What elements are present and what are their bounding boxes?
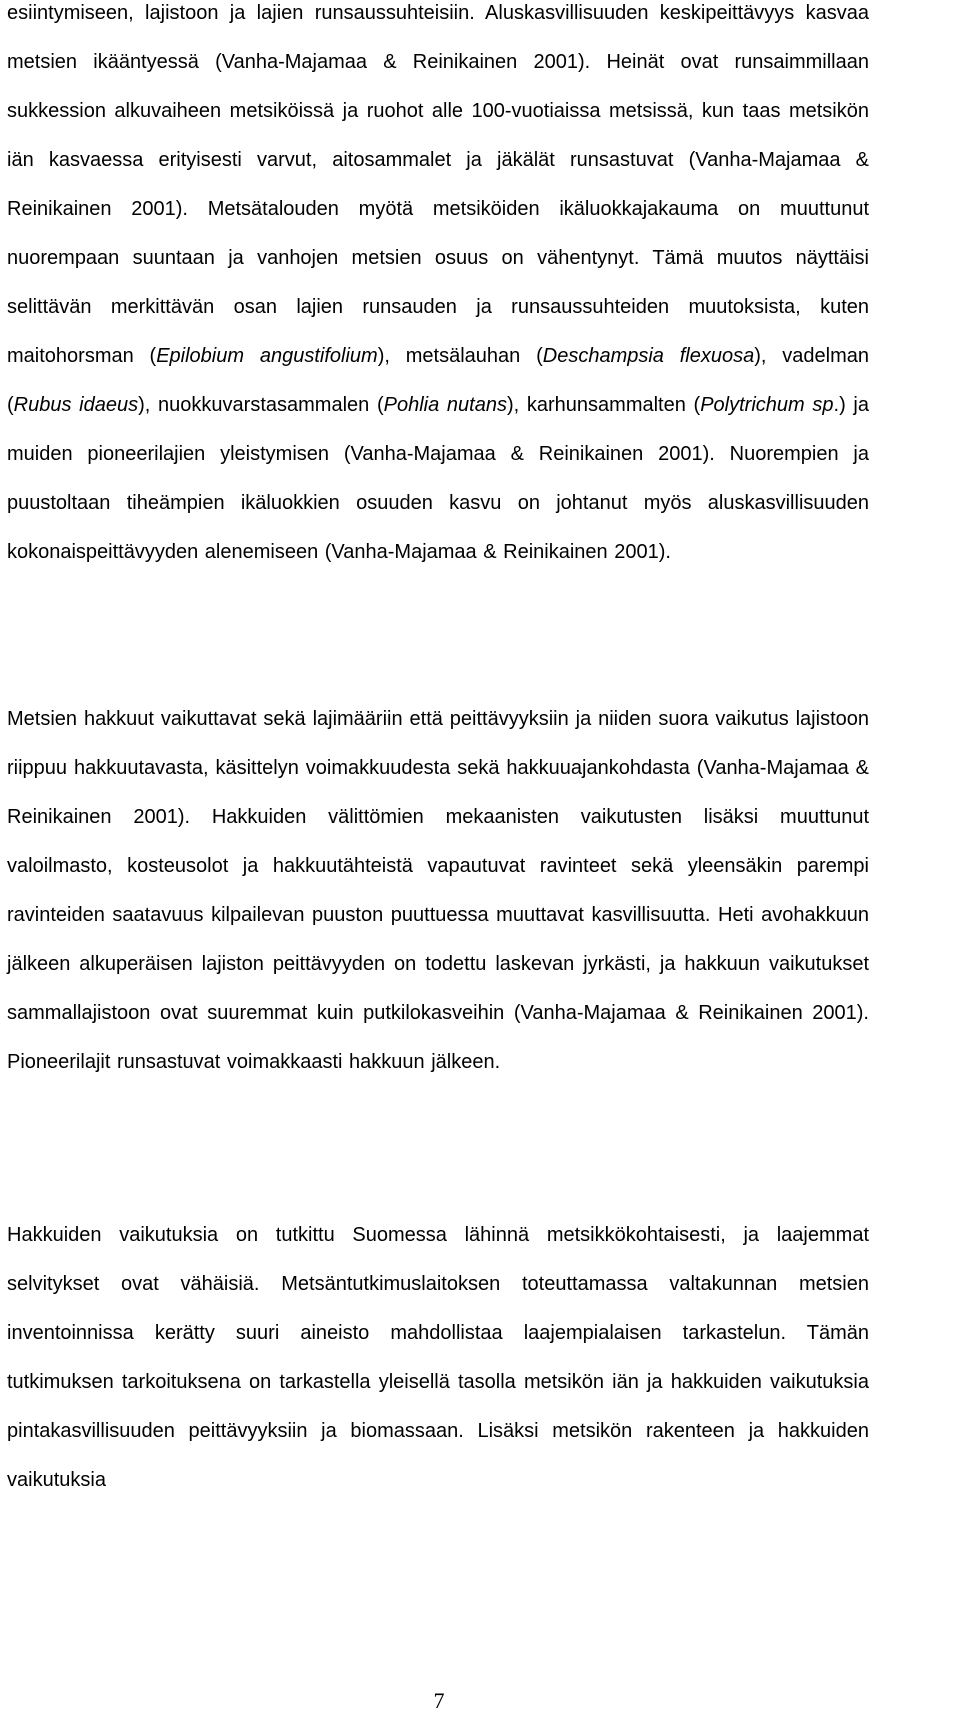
paragraph-1-text: ), nuokkuvarstasammalen (: [138, 394, 384, 416]
paragraph-1-text: ), metsälauhan (: [377, 345, 543, 367]
paragraph-1-text: ), karhunsammalten (: [506, 394, 701, 416]
species-deschampsia-flexuosa: Deschampsia flexuosa: [542, 345, 755, 367]
paragraph-2-text: Metsien hakkuut vaikuttavat sekä lajimääriin että peittävyyksiin ja niiden suora vaikutus lajistoon riippuu hakkuutavasta, käsittelyn voimakkuudesta sekä hakkuuajankohdasta (Vanha-Majamaa & Reinikainen 2001). Hakkuiden välittömien mekaanisten vaikutusten lisäksi muuttunut valoilmasto, kosteusolot ja hakkuutähteistä vapautuvat ravinteet sekä yleensäkin parempi ravinteiden saatavuus kilpailevan puuston puuttuessa muuttavat kasvillisuutta. Heti avohakkuun jälkeen alkuperäisen lajiston peittävyyden on todettu laskevan jyrkästi, ja hakkuun vaikutukset sammallajistoon ovat suuremmat kuin putkilokasveihin (Vanha-Majamaa & Reinikainen 2001). Pioneerilajit runsastuvat voimakkaasti hakkuun jälkeen.: [7, 708, 869, 1073]
paragraph-1: [7, 0, 869, 577]
paragraph-1-text: .) ja muiden pioneerilajien yleistymisen (Vanha-Majamaa & Reinikainen 2001). Nuorempien ja puustoltaan tiheämpien ikäluokkien osuuden kasvu on johtanut myös aluskasvillisuuden kokonaispeittävyyden alenemiseen (Vanha-Majamaa & Reinikainen 2001).: [7, 394, 869, 563]
species-epilobium-angustifolium: Epilobium angustifolium: [156, 345, 378, 367]
paragraph-3: [7, 1211, 869, 1505]
species-rubus-idaeus: Rubus idaeus: [13, 394, 139, 416]
species-pohlia-nutans: Pohlia nutans: [383, 394, 507, 416]
page-number: 7: [433, 1688, 445, 1713]
paragraph-1-text: ), vadelman (: [7, 345, 869, 416]
species-polytrichum-sp: Polytrichum sp: [700, 394, 834, 416]
paragraph-3-text: Hakkuiden vaikutuksia on tutkittu Suomessa lähinnä metsikkökohtaisesti, ja laajemmat selvitykset ovat vähäisiä. Metsäntutkimuslaitoksen toteuttamassa valtakunnan metsien inventoinnissa kerätty suuri aineisto mahdollistaa laajempialaisen tarkastelun. Tämän tutkimuksen tarkoituksena on tarkastella yleisellä tasolla metsikön iän ja hakkuiden vaikutuksia pintakasvillisuuden peittävyyksiin ja biomassaan. Lisäksi metsikön rakenteen ja hakkuiden vaikutuksia: [7, 1224, 869, 1491]
paragraph-1-text: esiintymiseen, lajistoon ja lajien runsaussuhteisiin. Aluskasvillisuuden keskipeittävyys kasvaa metsien ikääntyessä (Vanha-Majamaa & Reinikainen 2001). Heinät ovat runsaimmillaan sukkession alkuvaiheen metsiköissä ja ruohot alle 100-vuotiaissa metsissä, kun taas metsikön iän kasvaessa erityisesti varvut, aitosammalet ja jäkälät runsastuvat (Vanha-Majamaa & Reinikainen 2001). Metsätalouden myötä metsiköiden ikäluokkajakauma on muuttunut nuorempaan suuntaan ja vanhojen metsien osuus on vähentynyt. Tämä muutos näyttäisi selittävän merkittävän osan lajien runsauden ja runsaussuhteiden muutoksista, kuten maitohorsman (: [7, 2, 869, 367]
paragraph-2: [7, 695, 869, 1087]
